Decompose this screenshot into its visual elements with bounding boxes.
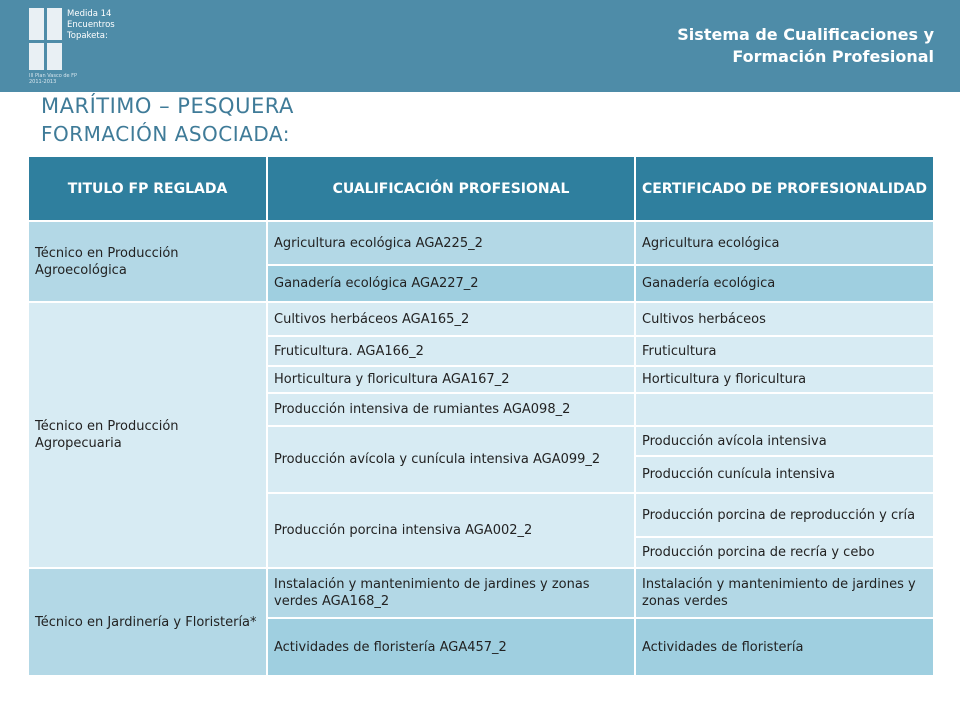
certificado-cell bbox=[635, 393, 934, 426]
header-certificado: CERTIFICADO DE PROFESIONALIDAD bbox=[635, 156, 934, 221]
certificado-cell: Producción avícola intensiva bbox=[635, 426, 934, 456]
certificado-cell: Fruticultura bbox=[635, 336, 934, 366]
formacion-table bbox=[27, 155, 935, 677]
titulo-cell: Técnico en Jardinería y Floristería* bbox=[28, 568, 267, 676]
cualificacion-cell: Cultivos herbáceos AGA165_2 bbox=[267, 302, 635, 336]
certificado-cell: Ganadería ecológica bbox=[635, 265, 934, 302]
cualificacion-cell: Producción avícola y cunícula intensiva AGA099_2 bbox=[267, 426, 635, 493]
logo-subtext: III Plan Vasco de FP 2011-2013 bbox=[29, 73, 78, 85]
cualificacion-cell: Horticultura y floricultura AGA167_2 bbox=[267, 366, 635, 393]
cualificacion-cell: Agricultura ecológica AGA225_2 bbox=[267, 221, 635, 265]
cualificacion-cell: Instalación y mantenimiento de jardines y zonas verdes AGA168_2 bbox=[267, 568, 635, 618]
certificado-cell: Instalación y mantenimiento de jardines y zonas verdes bbox=[635, 568, 934, 618]
header-title: Sistema de Cualificaciones y Formación Profesional bbox=[677, 25, 934, 66]
page-subtitle: FORMACIÓN ASOCIADA: bbox=[41, 122, 290, 146]
table-header-row bbox=[28, 156, 934, 221]
page-title: MARÍTIMO – PESQUERA bbox=[41, 94, 294, 118]
certificado-cell: Producción porcina de reproducción y cría bbox=[635, 493, 934, 537]
certificado-cell: Agricultura ecológica bbox=[635, 221, 934, 265]
certificado-cell: Actividades de floristería bbox=[635, 618, 934, 676]
header-bar bbox=[0, 0, 960, 92]
table-row bbox=[28, 568, 934, 618]
cualificacion-cell: Producción porcina intensiva AGA002_2 bbox=[267, 493, 635, 568]
logo-text: Medida 14 Encuentros Topaketa: bbox=[67, 9, 115, 41]
header-cualificacion: CUALIFICACIÓN PROFESIONAL bbox=[267, 156, 635, 221]
cualificacion-cell: Actividades de floristería AGA457_2 bbox=[267, 618, 635, 676]
logo bbox=[29, 8, 119, 88]
certificado-cell: Producción cunícula intensiva bbox=[635, 456, 934, 493]
certificado-cell: Producción porcina de recría y cebo bbox=[635, 537, 934, 568]
titulo-cell: Técnico en Producción Agroecológica bbox=[28, 221, 267, 302]
header-titulo: TITULO FP REGLADA bbox=[28, 156, 267, 221]
table-row bbox=[28, 221, 934, 265]
cualificacion-cell: Fruticultura. AGA166_2 bbox=[267, 336, 635, 366]
titulo-cell: Técnico en Producción Agropecuaria bbox=[28, 302, 267, 568]
cualificacion-cell: Producción intensiva de rumiantes AGA098_2 bbox=[267, 393, 635, 426]
cualificacion-cell: Ganadería ecológica AGA227_2 bbox=[267, 265, 635, 302]
certificado-cell: Cultivos herbáceos bbox=[635, 302, 934, 336]
table-row bbox=[28, 302, 934, 336]
certificado-cell: Horticultura y floricultura bbox=[635, 366, 934, 393]
